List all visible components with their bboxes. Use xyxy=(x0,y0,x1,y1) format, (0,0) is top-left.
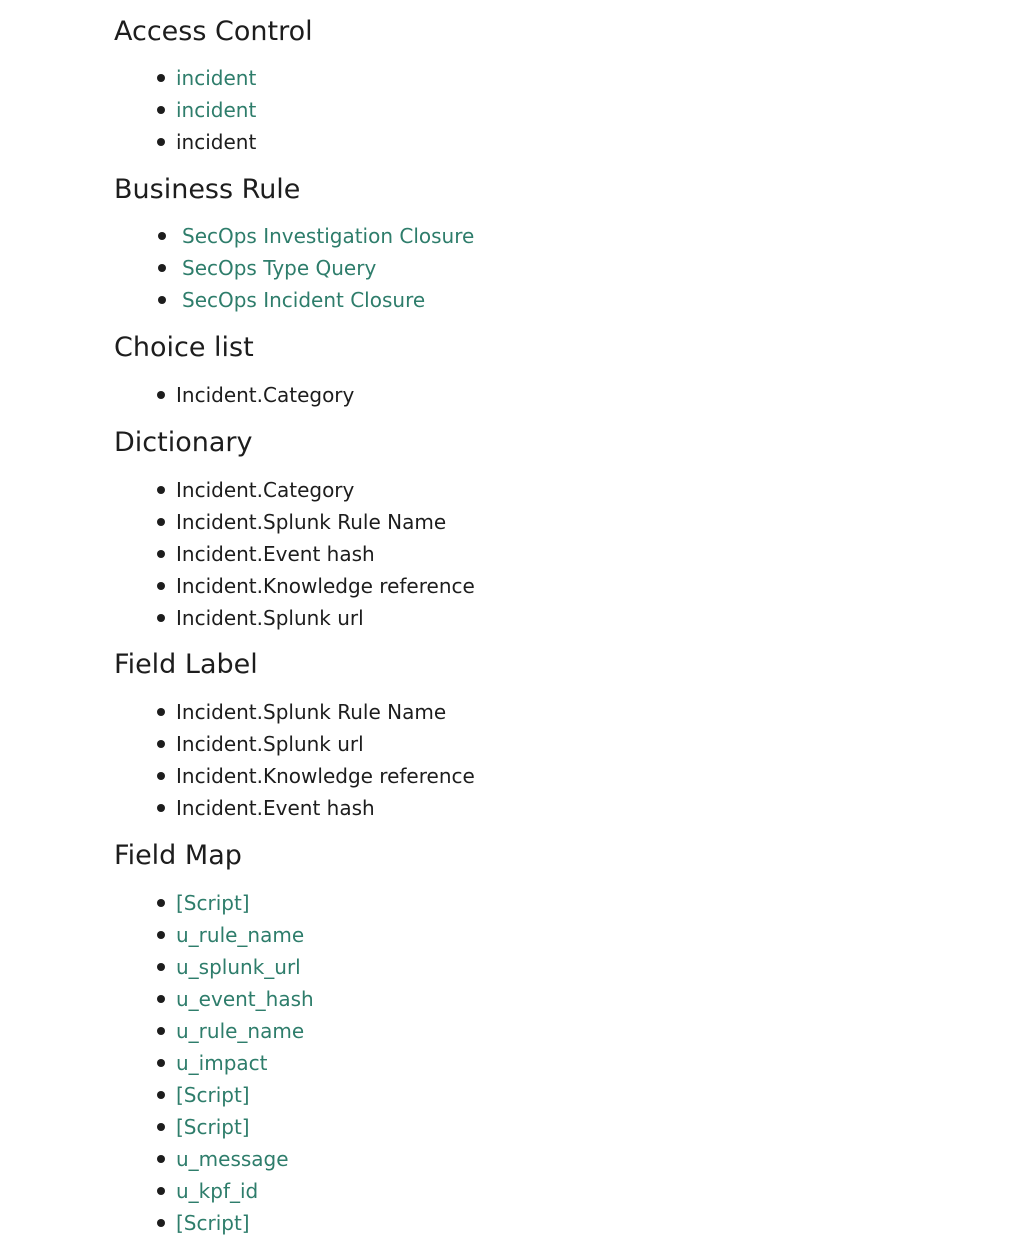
list-item xyxy=(114,1111,314,1143)
field-label-list xyxy=(114,696,475,824)
field-label-text: Incident.Splunk Rule Name xyxy=(176,700,447,724)
section-choice-list xyxy=(114,332,354,411)
bullet-icon xyxy=(157,963,165,971)
list-item xyxy=(114,602,475,634)
field-map-link[interactable]: u_kpf_id xyxy=(176,1179,259,1203)
list-item xyxy=(114,951,314,983)
list-item xyxy=(114,1047,314,1079)
field-map-link[interactable]: u_impact xyxy=(176,1051,268,1075)
business-rule-link[interactable]: SecOps Type Query xyxy=(182,256,377,280)
bullet-icon xyxy=(157,550,165,558)
business-rule-link[interactable]: SecOps Incident Closure xyxy=(182,288,426,312)
bullet-icon xyxy=(157,106,165,114)
field-map-list xyxy=(114,887,314,1239)
bullet-icon xyxy=(157,74,165,82)
section-dictionary xyxy=(114,427,475,634)
list-item xyxy=(114,62,313,94)
list-item xyxy=(114,1079,314,1111)
list-item xyxy=(114,94,313,126)
bullet-icon xyxy=(157,1027,165,1035)
list-item xyxy=(114,919,314,951)
dictionary-list xyxy=(114,474,475,634)
list-item xyxy=(114,1175,314,1207)
list-item xyxy=(114,538,475,570)
access-control-text: incident xyxy=(176,130,257,154)
section-title-access-control: Access Control xyxy=(114,16,313,47)
field-label-text: Incident.Knowledge reference xyxy=(176,764,475,788)
list-item xyxy=(114,696,475,728)
list-item xyxy=(114,284,474,316)
field-map-link[interactable]: [Script] xyxy=(176,1115,250,1139)
business-rule-link[interactable]: SecOps Investigation Closure xyxy=(182,224,475,248)
bullet-icon xyxy=(157,740,165,748)
bullet-icon xyxy=(157,138,165,146)
section-title-business-rule: Business Rule xyxy=(114,174,301,205)
bullet-icon xyxy=(157,518,165,526)
list-item xyxy=(114,252,474,284)
bullet-icon xyxy=(157,1123,165,1131)
bullet-icon xyxy=(157,1091,165,1099)
list-item xyxy=(114,570,475,602)
choice-list-text: Incident.Category xyxy=(176,383,355,407)
list-item xyxy=(114,126,313,158)
list-item xyxy=(114,1015,314,1047)
section-title-field-label: Field Label xyxy=(114,649,258,680)
list-item xyxy=(114,220,474,252)
section-business-rule xyxy=(114,174,474,316)
list-item xyxy=(114,1143,314,1175)
bullet-icon xyxy=(157,708,165,716)
section-title-field-map: Field Map xyxy=(114,840,242,871)
bullet-icon xyxy=(157,931,165,939)
list-item xyxy=(114,887,314,919)
bullet-icon xyxy=(158,296,166,304)
access-control-link[interactable]: incident xyxy=(176,66,257,90)
bullet-icon xyxy=(157,391,165,399)
field-map-link[interactable]: [Script] xyxy=(176,1083,250,1107)
dictionary-text: Incident.Splunk Rule Name xyxy=(176,510,447,534)
bullet-icon xyxy=(157,1155,165,1163)
section-field-label xyxy=(114,649,475,824)
list-item xyxy=(114,792,475,824)
list-item xyxy=(114,728,475,760)
list-item xyxy=(114,506,475,538)
list-item xyxy=(114,983,314,1015)
business-rule-list xyxy=(114,220,474,316)
list-item xyxy=(114,474,475,506)
bullet-icon xyxy=(157,1187,165,1195)
list-item xyxy=(114,379,354,411)
bullet-icon xyxy=(157,614,165,622)
field-map-link[interactable]: u_message xyxy=(176,1147,289,1171)
bullet-icon xyxy=(157,899,165,907)
bullet-icon xyxy=(157,772,165,780)
access-control-link[interactable]: incident xyxy=(176,98,257,122)
access-control-list xyxy=(114,62,313,158)
dictionary-text: Incident.Knowledge reference xyxy=(176,574,475,598)
bullet-icon xyxy=(157,1059,165,1067)
field-label-text: Incident.Splunk url xyxy=(176,732,364,756)
field-label-text: Incident.Event hash xyxy=(176,796,375,820)
bullet-icon xyxy=(157,804,165,812)
section-title-choice-list: Choice list xyxy=(114,332,254,363)
section-access-control xyxy=(114,16,313,158)
bullet-icon xyxy=(158,232,166,240)
section-field-map xyxy=(114,840,314,1239)
bullet-icon xyxy=(158,264,166,272)
bullet-icon xyxy=(157,995,165,1003)
field-map-link[interactable]: [Script] xyxy=(176,1211,250,1235)
dictionary-text: Incident.Event hash xyxy=(176,542,375,566)
field-map-link[interactable]: u_rule_name xyxy=(176,923,305,947)
bullet-icon xyxy=(157,1219,165,1227)
bullet-icon xyxy=(157,582,165,590)
field-map-link[interactable]: [Script] xyxy=(176,891,250,915)
field-map-link[interactable]: u_event_hash xyxy=(176,987,314,1011)
bullet-icon xyxy=(157,486,165,494)
dictionary-text: Incident.Category xyxy=(176,478,355,502)
section-title-dictionary: Dictionary xyxy=(114,427,253,458)
choice-list-list xyxy=(114,379,354,411)
list-item xyxy=(114,760,475,792)
dictionary-text: Incident.Splunk url xyxy=(176,606,364,630)
list-item xyxy=(114,1207,314,1239)
field-map-link[interactable]: u_rule_name xyxy=(176,1019,305,1043)
field-map-link[interactable]: u_splunk_url xyxy=(176,955,301,979)
